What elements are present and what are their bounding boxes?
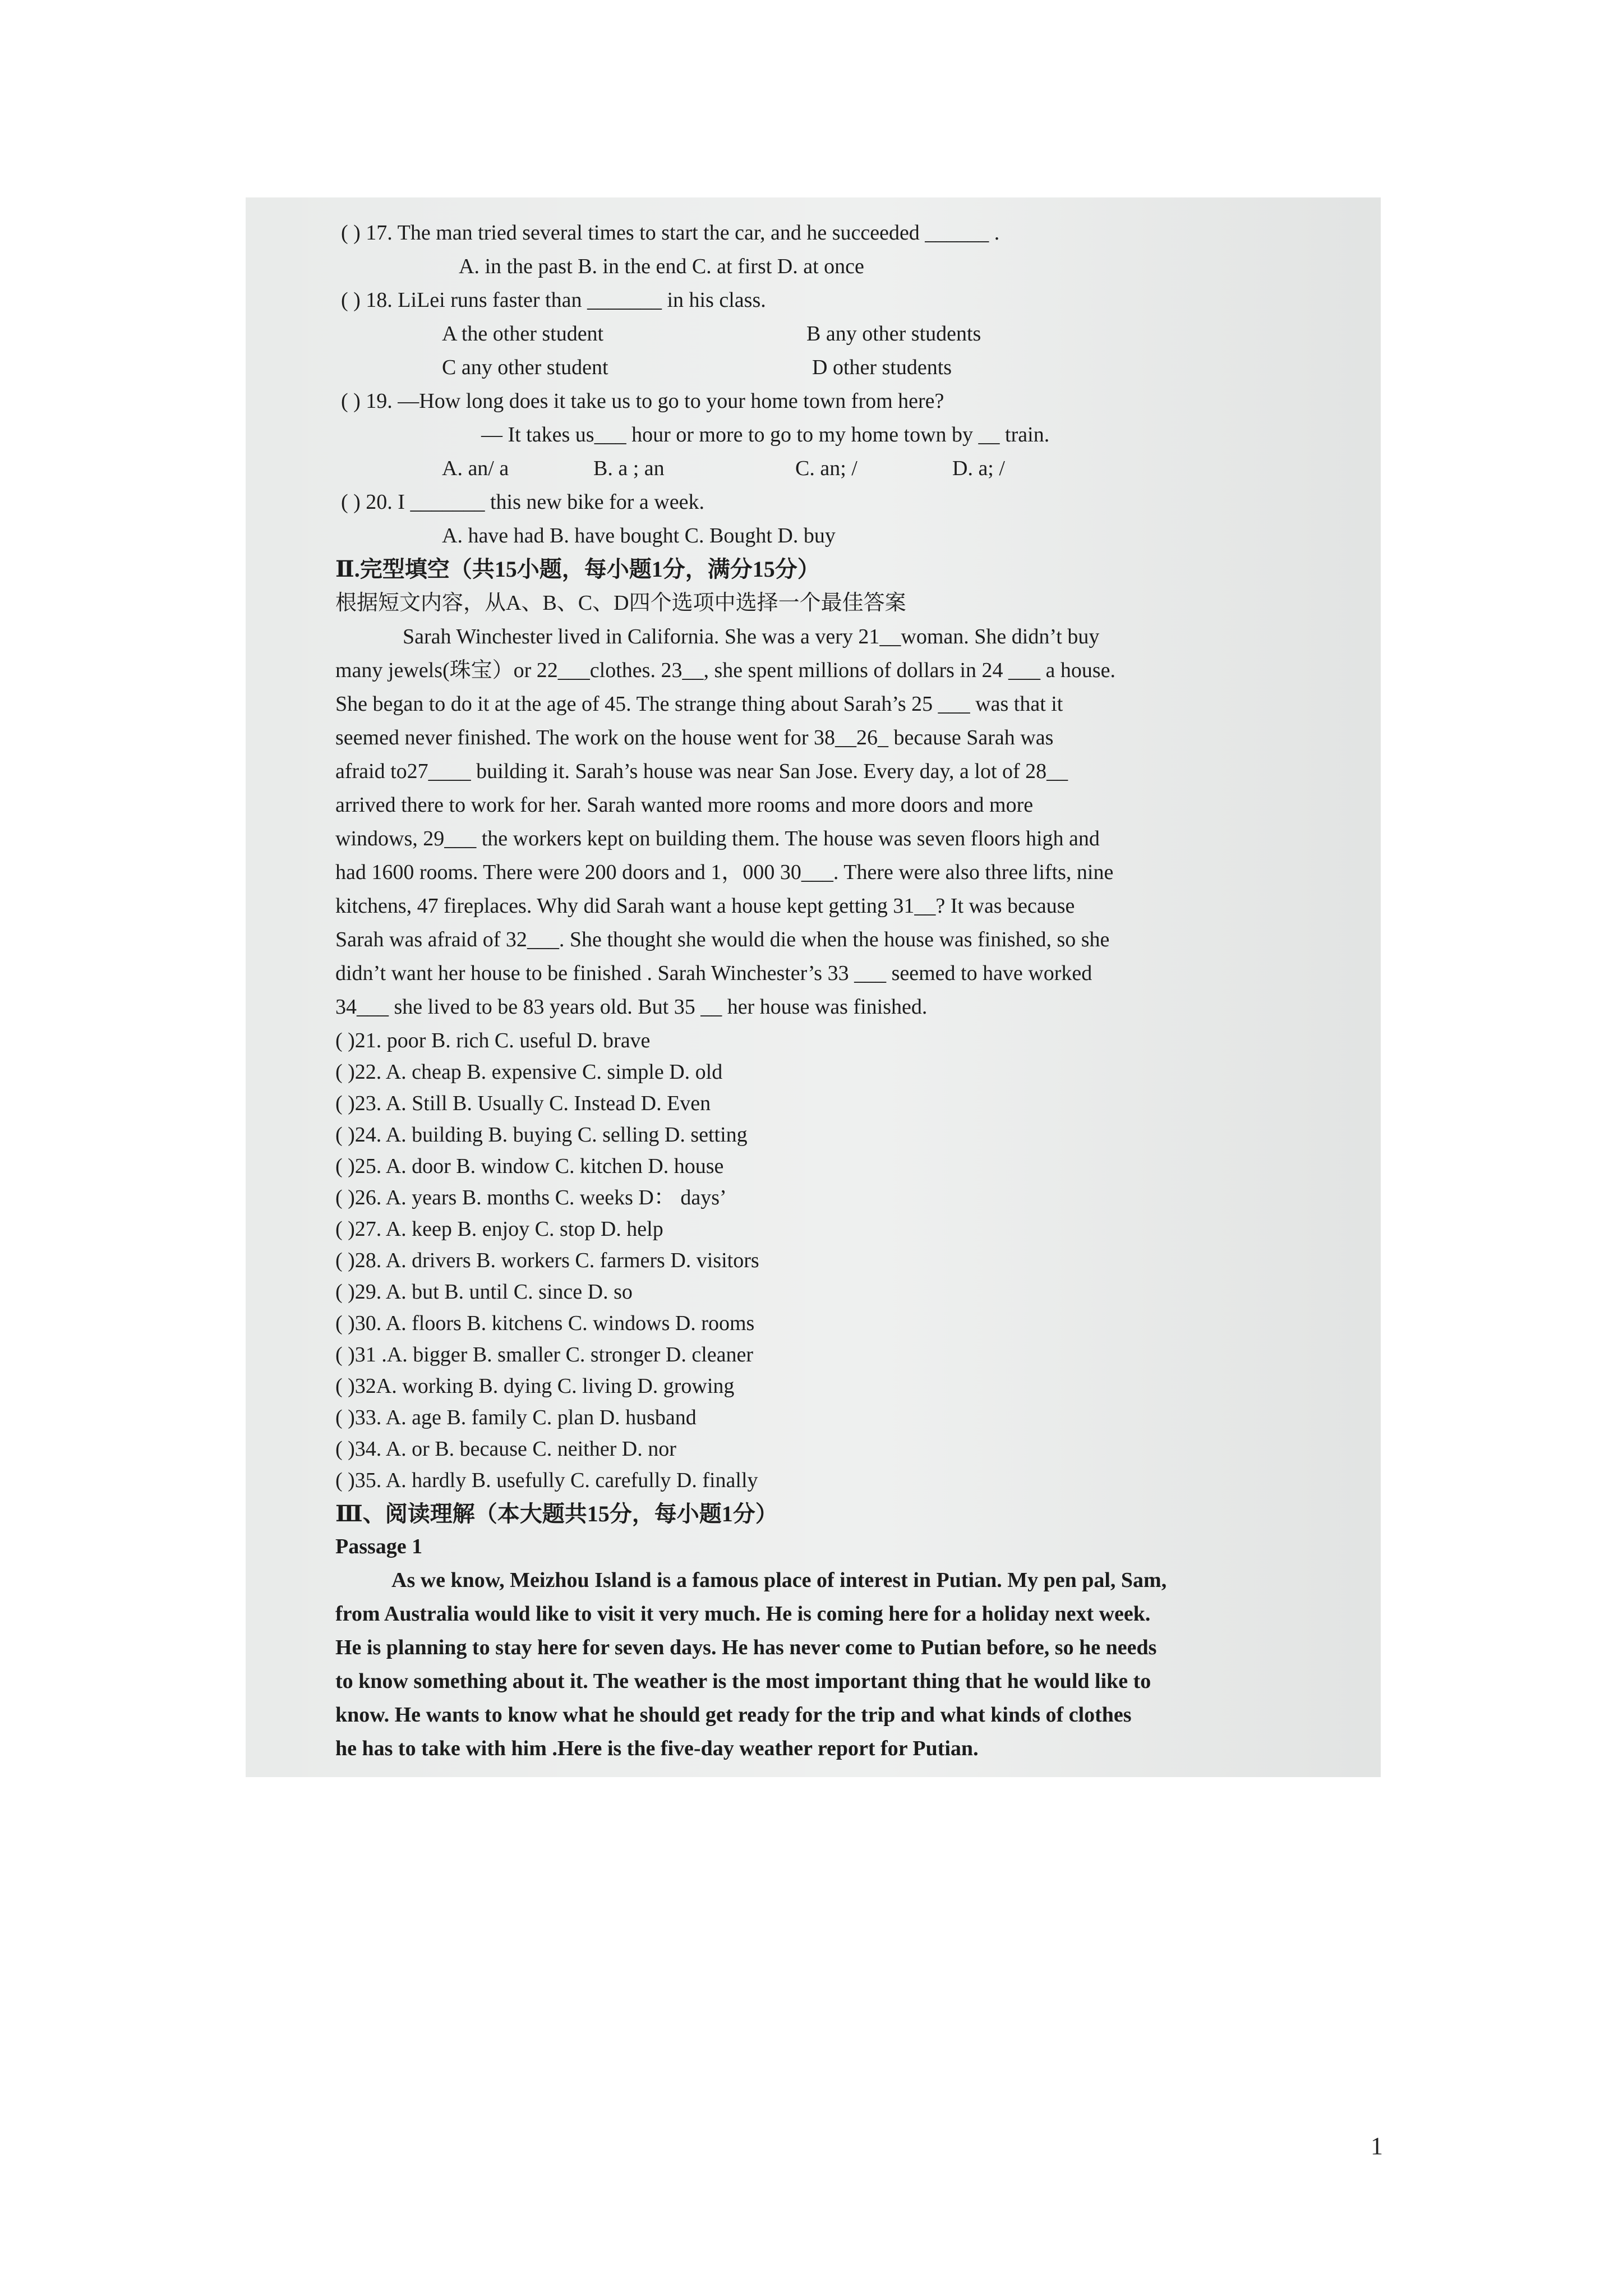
section-2-instruction: 根据短文内容，从A、B、C、D四个选项中选择一个最佳答案 bbox=[335, 591, 906, 615]
question-19-option-a: A. an/ a bbox=[442, 457, 509, 480]
cloze-question-25: ( )25. A. door B. window C. kitchen D. house bbox=[335, 1154, 724, 1178]
cloze-question-33: ( )33. A. age B. family C. plan D. husband bbox=[335, 1406, 697, 1429]
question-18-option-c: C any other student bbox=[442, 356, 608, 379]
cloze-passage-line-4: seemed never finished. The work on the house went for 38__26_ because Sarah was bbox=[335, 726, 1054, 749]
cloze-question-30: ( )30. A. floors B. kitchens C. windows D. rooms bbox=[335, 1312, 755, 1335]
cloze-question-22: ( )22. A. cheap B. expensive C. simple D. old bbox=[335, 1060, 723, 1084]
cloze-question-27: ( )27. A. keep B. enjoy C. stop D. help bbox=[335, 1217, 663, 1241]
cloze-question-29: ( )29. A. but B. until C. since D. so bbox=[335, 1280, 633, 1304]
cloze-passage-line-1: Sarah Winchester lived in California. She was a very 21__woman. She didn’t buy bbox=[403, 625, 1100, 648]
question-19-option-c: C. an; / bbox=[795, 457, 857, 480]
cloze-question-28: ( )28. A. drivers B. workers C. farmers D. visitors bbox=[335, 1249, 759, 1272]
question-17-stem: ( ) 17. The man tried several times to start the car, and he succeeded ______ . bbox=[341, 221, 1000, 245]
question-18-option-b: B any other students bbox=[806, 322, 981, 346]
cloze-passage-line-6: arrived there to work for her. Sarah wanted more rooms and more doors and more bbox=[335, 793, 1034, 817]
cloze-question-21: ( )21. poor B. rich C. useful D. brave bbox=[335, 1029, 651, 1052]
cloze-question-34: ( )34. A. or B. because C. neither D. nor bbox=[335, 1437, 676, 1461]
question-18-stem: ( ) 18. LiLei runs faster than _______ in his class. bbox=[341, 288, 766, 312]
reading-passage-line-2: from Australia would like to visit it very much. He is coming here for a holiday next week. bbox=[335, 1602, 1151, 1626]
reading-passage-line-5: know. He wants to know what he should get ready for the trip and what kinds of clothes bbox=[335, 1703, 1132, 1727]
section-2-heading: Ⅱ.完型填空（共15小题，每小题1分，满分15分） bbox=[335, 556, 820, 582]
reading-passage-line-6: he has to take with him .Here is the five-day weather report for Putian. bbox=[335, 1737, 979, 1760]
cloze-passage-line-2: many jewels(珠宝）or 22___clothes. 23__, she spent millions of dollars in 24 ___ a house. bbox=[335, 659, 1116, 682]
question-18-option-d: D other students bbox=[812, 356, 952, 379]
cloze-passage-line-11: didn’t want her house to be finished . Sarah Winchester’s 33 ___ seemed to have worked bbox=[335, 961, 1092, 985]
page-number: 1 bbox=[1371, 2132, 1383, 2160]
question-20-options: A. have had B. have bought C. Bought D. buy bbox=[442, 524, 836, 547]
cloze-passage-line-12: 34___ she lived to be 83 years old. But 35 __ her house was finished. bbox=[335, 995, 928, 1019]
cloze-question-23: ( )23. A. Still B. Usually C. Instead D. Even bbox=[335, 1092, 711, 1115]
cloze-passage-line-8: had 1600 rooms. There were 200 doors and 1，000 30___. There were also three lifts, nine bbox=[335, 861, 1114, 884]
cloze-passage-line-10: Sarah was afraid of 32___. She thought she would die when the house was finished, so she bbox=[335, 928, 1110, 951]
cloze-question-26: ( )26. A. years B. months C. weeks D： days’ bbox=[335, 1186, 727, 1209]
question-19-option-b: B. a ; an bbox=[593, 457, 665, 480]
cloze-question-32: ( )32A. working B. dying C. living D. growing bbox=[335, 1374, 735, 1398]
reading-passage-line-1: As we know, Meizhou Island is a famous place of interest in Putian. My pen pal, Sam, bbox=[391, 1568, 1167, 1592]
scanned-exam-photo bbox=[246, 197, 1381, 1777]
section-3-heading: Ⅲ、阅读理解（本大题共15分，每小题1分） bbox=[335, 1501, 778, 1526]
reading-passage-line-3: He is planning to stay here for seven days. He has never come to Putian before, so he needs bbox=[335, 1636, 1157, 1659]
question-19-stem: ( ) 19. —How long does it take us to go to your home town from here? bbox=[341, 389, 944, 413]
cloze-question-31: ( )31 .A. bigger B. smaller C. stronger D. cleaner bbox=[335, 1343, 754, 1366]
question-19-option-d: D. a; / bbox=[952, 457, 1005, 480]
cloze-question-24: ( )24. A. building B. buying C. selling D. setting bbox=[335, 1123, 748, 1147]
cloze-passage-line-3: She began to do it at the age of 45. The strange thing about Sarah’s 25 ___ was that it bbox=[335, 692, 1063, 716]
reading-passage-line-4: to know something about it. The weather is the most important thing that he would like to bbox=[335, 1669, 1151, 1693]
question-20-stem: ( ) 20. I _______ this new bike for a week. bbox=[341, 490, 704, 514]
question-17-options: A. in the past B. in the end C. at first D. at once bbox=[459, 255, 864, 278]
passage-1-title: Passage 1 bbox=[335, 1535, 423, 1558]
question-19-reply: — It takes us___ hour or more to go to my home town by __ train. bbox=[481, 423, 1050, 447]
cloze-question-35: ( )35. A. hardly B. usefully C. carefully D. finally bbox=[335, 1469, 758, 1492]
question-18-option-a: A the other student bbox=[442, 322, 604, 346]
cloze-passage-line-5: afraid to27____ building it. Sarah’s house was near San Jose. Every day, a lot of 28__ bbox=[335, 760, 1068, 783]
cloze-passage-line-9: kitchens, 47 fireplaces. Why did Sarah want a house kept getting 31__? It was because bbox=[335, 894, 1075, 918]
cloze-passage-line-7: windows, 29___ the workers kept on building them. The house was seven floors high and bbox=[335, 827, 1100, 850]
